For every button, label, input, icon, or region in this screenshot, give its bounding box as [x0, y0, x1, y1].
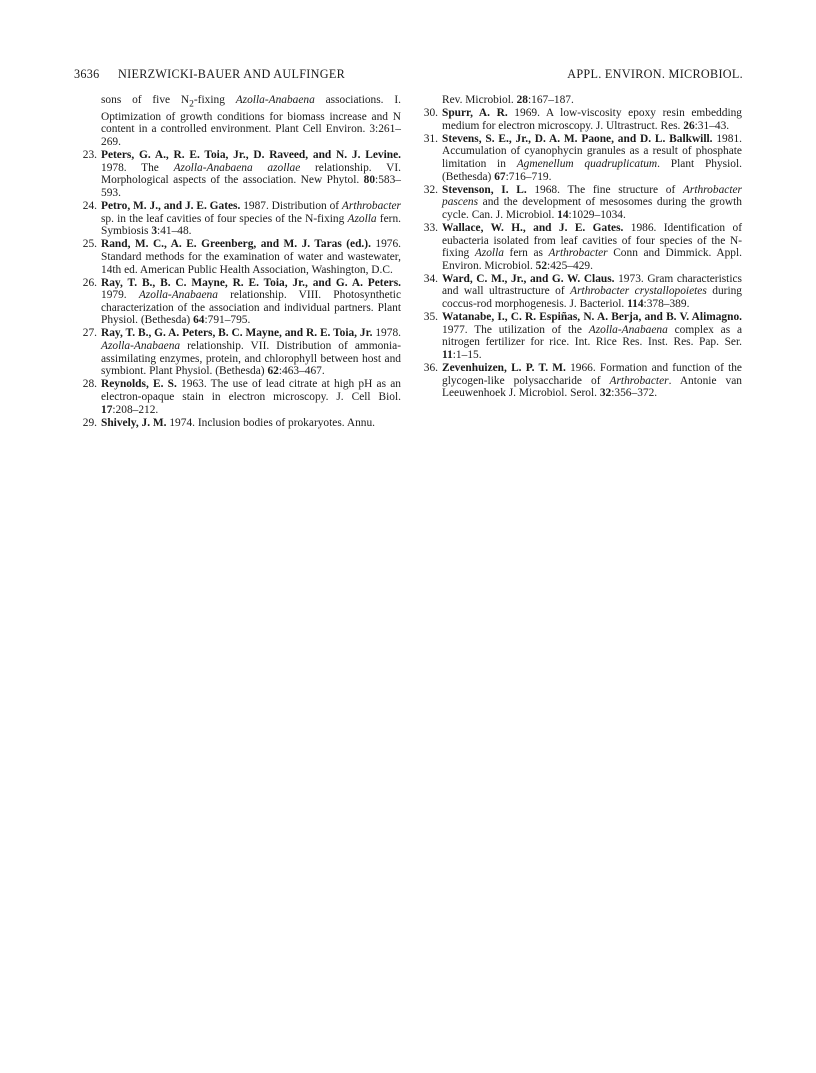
right-column	[416, 94, 742, 400]
reference-entry: 30. Spurr, A. R. 1969. A low-viscosity epoxy resin embedding medium for electron microscopy. J. Ultrastruct. Res. 26:31–43.	[423, 107, 742, 132]
reference-entry: 36. Zevenhuizen, L. P. T. M. 1966. Formation and function of the glycogen-like polysaccharide of Arthrobacter. Antonie van Leeuwenhoek J. Microbiol. Serol. 32:356–372.	[423, 361, 742, 400]
reference-entry: 28. Reynolds, E. S. 1963. The use of lead citrate at high pH as an electron-opaque stain in electron microscopy. J. Cell Biol. 17:208–212.	[82, 378, 401, 416]
running-authors: NIERZWICKI-BAUER AND AULFINGER	[118, 67, 346, 81]
reference-continuation: Rev. Microbiol. 28:167–187.	[442, 94, 574, 106]
reference-entry: 35. Watanabe, I., C. R. Espiñas, N. A. Berja, and B. V. Alimagno. 1977. The utilization of the Azolla-Anabaena complex as a nitrogen fertilizer for rice. Int. Rice Res. Inst. Res. Pap. Ser. 11:1–15.	[423, 311, 742, 361]
reference-list-right	[416, 107, 742, 400]
reference-entry: 23. Peters, G. A., R. E. Toia, Jr., D. Raveed, and N. J. Levine. 1978. The Azolla-Anabaena azollae relationship. VI. Morphological aspects of the association. New Phytol. 80:583–593.	[82, 149, 402, 199]
left-column	[75, 94, 401, 430]
reference-entry: 27. Ray, T. B., G. A. Peters, B. C. Mayne, and R. E. Toia, Jr. 1978. Azolla-Anabaena relationship. VII. Distribution of ammonia-assimilating enzymes, protein, and chlorophyll between host and symbiont. Plant Physiol. (Bethesda) 62:463–467.	[82, 327, 401, 378]
reference-list-left	[75, 149, 401, 429]
journal-name: APPL. ENVIRON. MICROBIOL.	[567, 67, 743, 81]
reference-continuation: sons of five $N_2$-fixing Azolla-Anabaena associations. I. Optimization of growth conditions for biomass increase and N content in a controlled environment. Plant Cell Environ. 3:261–269.	[101, 94, 401, 149]
reference-entry: 29. Shively, J. M. 1974. Inclusion bodies of prokaryotes. Annu.	[82, 416, 376, 429]
reference-entry: 33. Wallace, W. H., and J. E. Gates. 1986. Identification of eubacteria isolated from leaf cavities of four species of the N-fixing Azolla fern as Arthrobacter Conn and Dimmick. Appl. Environ. Microbiol. 52:425–429.	[423, 221, 742, 272]
page-number: 3636	[74, 67, 100, 81]
running-header	[74, 67, 743, 85]
reference-entry: 32. Stevenson, I. L. 1968. The fine structure of Arthrobacter pascens and the development of mesosomes during the growth cycle. Can. J. Microbiol. 14:1029–1034.	[423, 183, 742, 221]
reference-entry: 25. Rand, M. C., A. E. Greenberg, and M. J. Taras (ed.). 1976. Standard methods for the examination of water and wastewater, 14th ed. American Public Health Association, Washington, D.C.	[82, 238, 402, 276]
reference-entry: 26. Ray, T. B., B. C. Mayne, R. E. Toia, Jr., and G. A. Peters. 1979. Azolla-Anabaena relationship. VIII. Photosynthetic characterization of the association and individual partners. Plant Physiol. (Bethesda) 64:791–795.	[82, 276, 402, 327]
reference-entry: 24. Petro, M. J., and J. E. Gates. 1987. Distribution of Arthrobacter sp. in the leaf cavities of four species of the N-fixing Azolla fern. Symbiosis 3:41–48.	[82, 200, 401, 238]
reference-entry: 31. Stevens, S. E., Jr., D. A. M. Paone, and D. L. Balkwill. 1981. Accumulation of cyanophycin granules as a result of phosphate limitation in Agmenellum quadruplicatum. Plant Physiol. (Bethesda) 67:716–719.	[423, 132, 742, 183]
reference-entry: 34. Ward, C. M., Jr., and G. W. Claus. 1973. Gram characteristics and wall ultrastructure of Arthrobacter crystallopoietes during coccus-rod morphogenesis. J. Bacteriol. 114:378–389.	[423, 272, 743, 310]
